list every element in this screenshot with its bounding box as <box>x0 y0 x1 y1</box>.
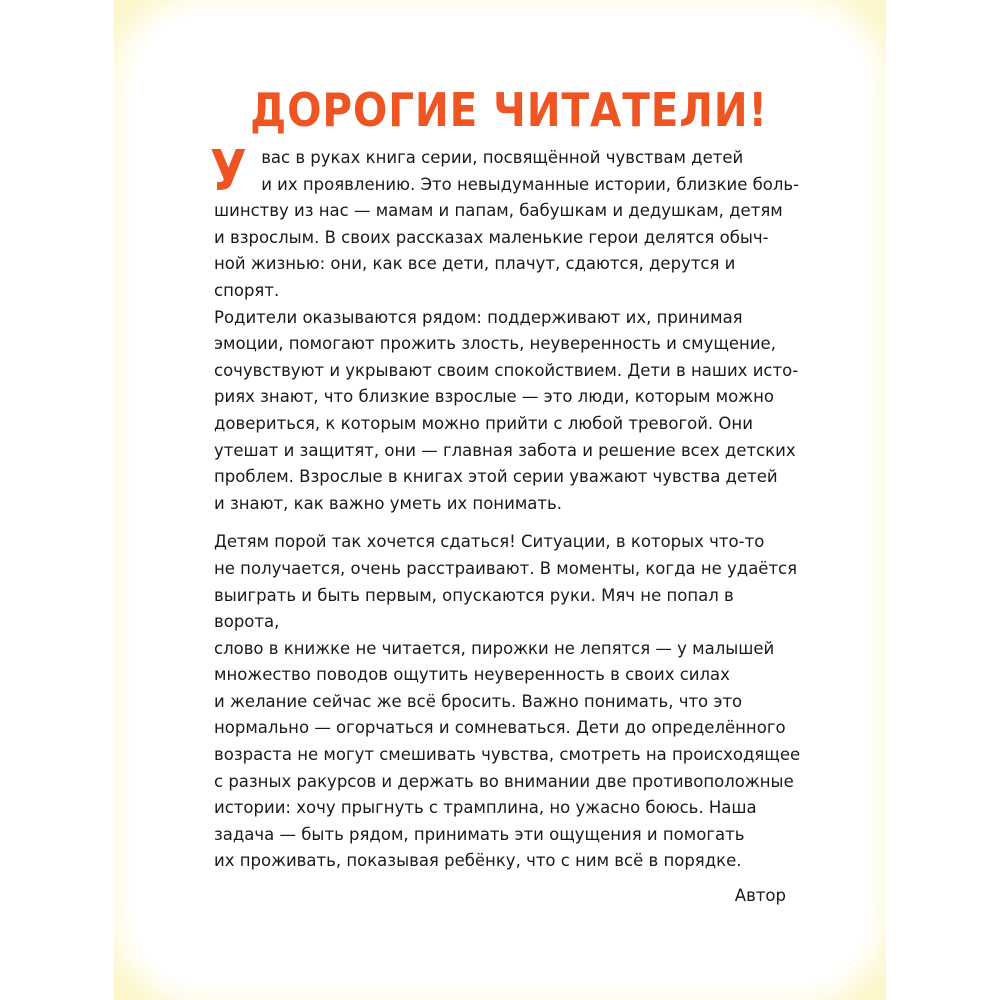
page-title: ДОРОГИЕ ЧИТАТЕЛИ! <box>250 83 768 137</box>
paragraph-main: Детям порой так хочется сдаться! Ситуации, в которых что-то не получается, очень расстраивают. В моменты, когда не удаётся выиграть и быть первым, опускаются руки. Мяч не попал в ворота, слово в книжке не читается, пирожки не лепятся — у малышей множество поводов ощутить неуверенность в своих силах и желание сейчас же всё бросить. Важно понимать, что это нормально — огорчаться и сомневаться. Дети до определённого возраста не могут смешивать чувства, смотреть на происходящее с разных ракурсов и держать во внимании две противоположные истории: хочу прыгнуть с трамплина, но ужасно боюсь. Наша задача — быть рядом, принимать эти ощущения и помогать их проживать, показывая ребёнку, что с ним всё в порядке. <box>214 532 801 871</box>
page-content <box>210 82 804 910</box>
author-signature: Автор <box>734 886 786 906</box>
paragraph-intro-text: вас в руках книга серии, посвящённой чувствам детей и их проявлению. Это невыдуманные истории, близкие боль- шинству из нас — мамам и папам, бабушкам и дедушкам, детям и взрослым. В своих рассказах маленькие герои делятся обыч- ной жизнью: они, как все дети, плачут, сдаются, дерутся и спорят. Родители оказываются рядом: поддерживают их, принимая эмоции, помогают прожить злость, неуверенность и смущение, сочувствуют и укрывают своим спокойствием. Дети в наших исто- риях знают, что близкие взрослые — это люди, которым можно довериться, к которым можно прийти с любой тревогой. Они утешат и защитят, они — главная забота и решение всех детских проблем. Взрослые в книгах этой серии уважают чувства детей и знают, как важно уметь их понимать. <box>214 148 800 513</box>
drop-cap: У <box>210 139 247 204</box>
paragraph-intro <box>210 139 804 517</box>
book-page <box>114 0 886 1000</box>
